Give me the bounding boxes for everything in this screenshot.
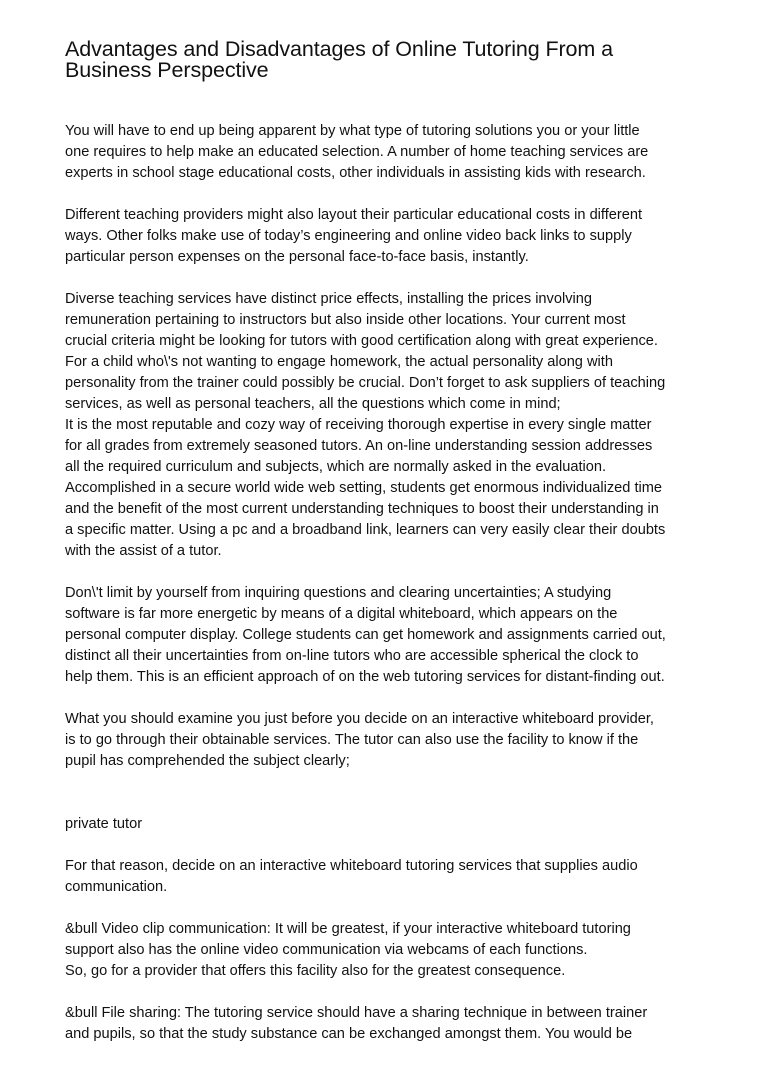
spacer	[65, 772, 715, 814]
text-line: and the benefit of the most current understanding techniques to boost their understanding in	[65, 501, 659, 517]
text-line: with the assist of a tutor.	[65, 543, 222, 559]
text-line: support also has the online video communication via webcams of each functions.	[65, 942, 588, 958]
paragraph-9	[65, 1003, 715, 1045]
text-line: What you should examine you just before you decide on an interactive whiteboard provider,	[65, 711, 654, 727]
paragraph-3	[65, 289, 715, 562]
text-line: Don\'t limit by yourself from inquiring questions and clearing uncertainties; A studying	[65, 585, 612, 601]
text-line: Accomplished in a secure world wide web setting, students get enormous individualized time	[65, 480, 663, 496]
paragraph-2	[65, 205, 715, 268]
text-line: Different teaching providers might also layout their particular educational costs in different	[65, 207, 643, 223]
text-line: &bull File sharing: The tutoring service should have a sharing technique in between trainer	[65, 1005, 648, 1021]
text-line: communication.	[65, 879, 168, 895]
text-line: Diverse teaching services have distinct price effects, installing the prices involving	[65, 291, 592, 307]
text-line: experts in school stage educational costs, other individuals in assisting kids with research.	[65, 165, 646, 181]
text-line: for all grades from extremely seasoned tutors. An on-line understanding session addresses	[65, 438, 653, 454]
text-line: is to go through their obtainable services. The tutor can also use the facility to know if the	[65, 732, 639, 748]
text-line: pupil has comprehended the subject clearly;	[65, 753, 350, 769]
text-line: For a child who\'s not wanting to engage homework, the actual personality along with	[65, 354, 613, 370]
text-line: ways. Other folks make use of today’s engineering and online video back links to supply	[65, 228, 632, 244]
paragraph-6	[65, 814, 715, 835]
text-line: So, go for a provider that offers this facility also for the greatest consequence.	[65, 963, 566, 979]
document-title	[65, 38, 715, 80]
text-line: personal computer display. College students can get homework and assignments carried out,	[65, 627, 666, 643]
title-line: Advantages and Disadvantages of Online Tutoring From a	[65, 37, 613, 61]
paragraph-7	[65, 856, 715, 898]
paragraph-4	[65, 583, 715, 688]
text-line: personality from the trainer could possibly be crucial. Don’t forget to ask suppliers of teaching	[65, 375, 666, 391]
text-line: help them. This is an efficient approach of on the web tutoring services for distant-finding out.	[65, 669, 665, 685]
text-line: a specific matter. Using a pc and a broadband link, learners can very easily clear their doubts	[65, 522, 666, 538]
text-line: software is far more energetic by means of a digital whiteboard, which appears on the	[65, 606, 618, 622]
text-line: For that reason, decide on an interactive whiteboard tutoring services that supplies audio	[65, 858, 638, 874]
text-line: one requires to help make an educated selection. A number of home teaching services are	[65, 144, 649, 160]
paragraph-1	[65, 121, 715, 184]
document-page	[65, 38, 715, 1066]
text-line: and pupils, so that the study substance can be exchanged amongst them. You would be	[65, 1026, 633, 1042]
paragraph-8	[65, 919, 715, 982]
text-line: particular person expenses on the personal face-to-face basis, instantly.	[65, 249, 529, 265]
text-line: all the required curriculum and subjects, which are normally asked in the evaluation.	[65, 459, 607, 475]
text-line: It is the most reputable and cozy way of receiving thorough expertise in every single matter	[65, 417, 652, 433]
text-line: remuneration pertaining to instructors but also inside other locations. Your current most	[65, 312, 626, 328]
text-line: You will have to end up being apparent by what type of tutoring solutions you or your little	[65, 123, 640, 139]
text-line: distinct all their uncertainties from on-line tutors who are accessible spherical the clock to	[65, 648, 639, 664]
text-line: services, as well as personal teachers, all the questions which come in mind;	[65, 396, 561, 412]
title-line: Business Perspective	[65, 58, 269, 82]
text-line: private tutor	[65, 816, 143, 832]
paragraph-5	[65, 709, 715, 772]
text-line: crucial criteria might be looking for tutors with good certification along with great experience.	[65, 333, 658, 349]
text-line: &bull Video clip communication: It will be greatest, if your interactive whiteboard tutoring	[65, 921, 631, 937]
